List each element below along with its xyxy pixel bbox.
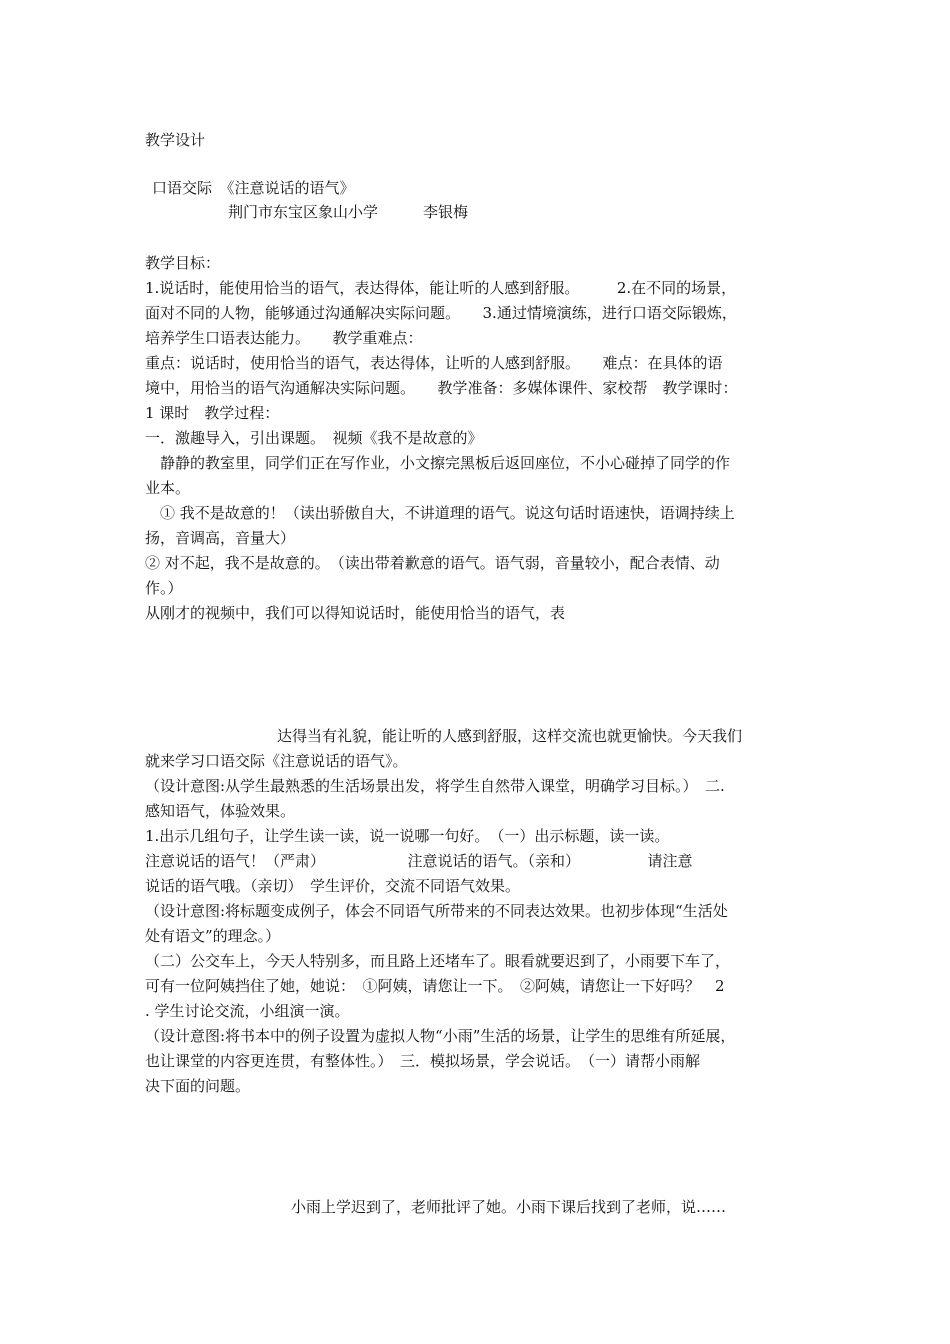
text-line: 扬，音调高，音量大） (145, 529, 296, 547)
text-line: 决下面的问题。 (145, 1077, 251, 1095)
document-title: 教学设计 (145, 131, 206, 149)
text-line: 处有语文”的理念。） (145, 927, 281, 945)
text-line: 1.说话时，能使用恰当的语气，表达得体，能让听的人感到舒服。 2.在不同的场景， (145, 279, 737, 297)
text-line: 也让课堂的内容更连贯，有整体性。） 三．模拟场景，学会说话。 （一）请帮小雨解 (145, 1052, 701, 1070)
text-line: （二）公交车上，今天人特别多，而且路上还堵车了。眼看就要迟到了，小雨要下车了， (145, 952, 731, 970)
text-line: 业本。 (145, 479, 191, 497)
author-line: 荆门市东宝区象山小学 李银梅 (228, 203, 469, 221)
text-line: 可有一位阿姨挡住了她，她说： ①阿姨，请您让一下。 ②阿姨，请您让一下好吗？ 2 (145, 977, 725, 995)
text-line: 就来学习口语交际《注意说话的语气》。 (145, 752, 408, 770)
text-line: （设计意图:从学生最熟悉的生活场景出发，将学生自然带入课堂，明确学习目标。） 二. (145, 777, 725, 795)
text-line: 达得当有礼貌，能让听的人感到舒服，这样交流也就更愉快。今天我们 (277, 727, 743, 745)
text-line: 境中，用恰当的语气沟通解决实际问题。 教学准备：多媒体课件、家校帮 教学课时： (145, 379, 738, 397)
text-line: 重点：说话时，使用恰当的语气，表达得体，让听的人感到舒服。 难点：在具体的语 (145, 354, 723, 372)
text-line: ① 我不是故意的！（读出骄傲自大，不讲道理的语气。说这句话时语速快，语调持续上 (145, 504, 735, 522)
text-line: ② 对不起，我不是故意的。 （读出带着歉意的语气。语气弱，音量较小，配合表情、动 (145, 554, 720, 572)
lesson-subject: 口语交际 《注意说话的语气》 (152, 179, 355, 197)
text-line: 从刚才的视频中，我们可以得知说话时，能使用恰当的语气，表 (145, 604, 566, 622)
text-line: 教学目标： (145, 254, 221, 272)
text-line: （设计意图:将书本中的例子设置为虚拟人物“小雨”生活的场景，让学生的思维有所延展， (145, 1027, 736, 1045)
text-line: 说话的语气哦。（亲切） 学生评价，交流不同语气效果。 (145, 877, 521, 895)
text-line: 感知语气，体验效果。 (145, 802, 296, 820)
text-line: 作。） (145, 579, 183, 597)
text-line: 小雨上学迟到了，老师批评了她。小雨下课后找到了老师，说…… (291, 1198, 727, 1216)
text-line: 注意说话的语气！（严肃） 注意说话的语气。（亲和） 请注意 (145, 852, 693, 870)
text-line: 面对不同的人物，能够通过沟通解决实际问题。 3.通过情境演练，进行口语交际锻炼， (145, 304, 737, 322)
text-line: . 学生讨论交流，小组演一演。 (145, 1002, 350, 1020)
text-line: 1 课时 教学过程： (145, 404, 280, 422)
text-line: 1.出示几组句子，让学生读一读，说一说哪一句好。 （一）出示标题，读一读。 (145, 827, 670, 845)
text-line: （设计意图:将标题变成例子，体会不同语气所带来的不同表达效果。也初步体现“生活处 (145, 902, 728, 920)
text-line: 培养学生口语表达能力。 教学重难点： (145, 329, 423, 347)
text-line: 静静的教室里，同学们正在写作业，小文擦完黑板后返回座位，不小心碰掉了同学的作 (145, 454, 731, 472)
text-line: 一．激趣导入，引出课题。 视频《我不是故意的》 (145, 429, 483, 447)
